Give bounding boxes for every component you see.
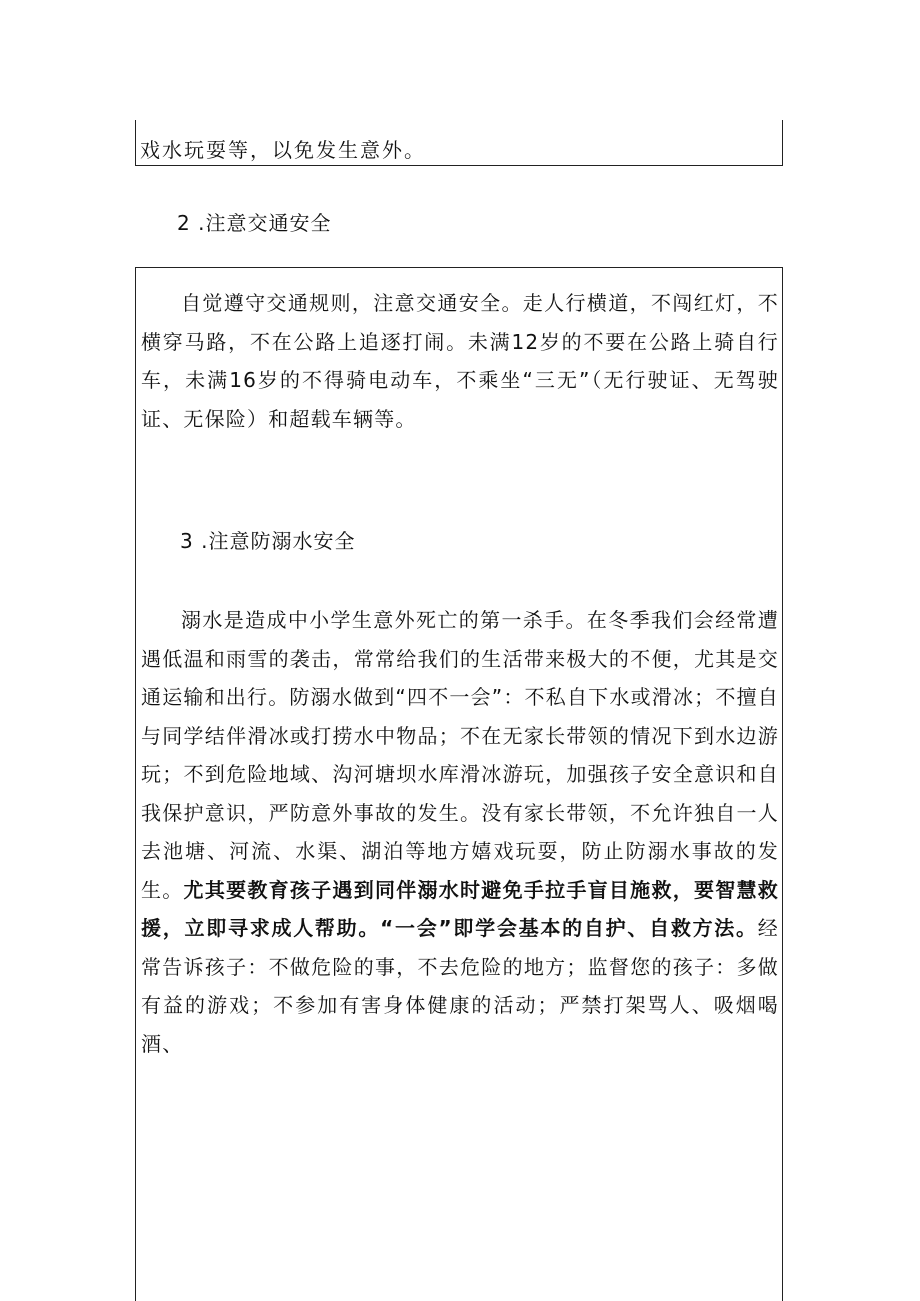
paragraph-text-2: 经常告诉孩子：不做危险的事，不去危险的地方；监督您的孩子：多做有益的游戏；不参加有害身体健康的活动；严禁打架骂人、吸烟喝酒、 — [141, 916, 779, 1056]
continued-text-box — [135, 120, 783, 166]
section-3-heading: 3 .注意防溺水安全 — [180, 529, 356, 553]
section-2-heading: 2 .注意交通安全 — [177, 211, 332, 235]
paragraph-text-1: 溺水是造成中小学生意外死亡的第一杀手。在冬季我们会经常遭遇低温和雨雪的袭击，常常给我们的生活带来极大的不便，尤其是交通运输和出行。防溺水做到“四不一会”：不私自下水或滑冰；不擅自与同学结伴滑冰或打捞水中物品；不在无家长带领的情况下到水边游玩；不到危险地域、沟河塘坝水库滑冰游玩，加强孩子安全意识和自我保护意识，严防意外事故的发生。没有家长带领，不允许独自一人去池塘、河流、水渠、湖泊等地方嬉戏玩耍，防止防溺水事故的发生。 — [141, 608, 779, 902]
drowning-safety-paragraph — [141, 601, 779, 1063]
traffic-safety-paragraph: 自觉遵守交通规则，注意交通安全。走人行横道，不闯红灯，不横穿马路，不在公路上追逐打闹。未满12岁的不要在公路上骑自行车，未满16岁的不得骑电动车，不乘坐“三无”（无行驶证、无驾驶证、无保险）和超载车辆等。 — [141, 291, 779, 431]
content-box — [135, 267, 783, 1301]
paragraph-bold-text: 尤其要教育孩子遇到同伴溺水时避免手拉手盲目施救，要智慧救援，立即寻求成人帮助。“一会”即学会基本的自护、自救方法。 — [141, 877, 779, 940]
continued-text-line: 戏水玩耍等，以免发生意外。 — [140, 138, 426, 162]
